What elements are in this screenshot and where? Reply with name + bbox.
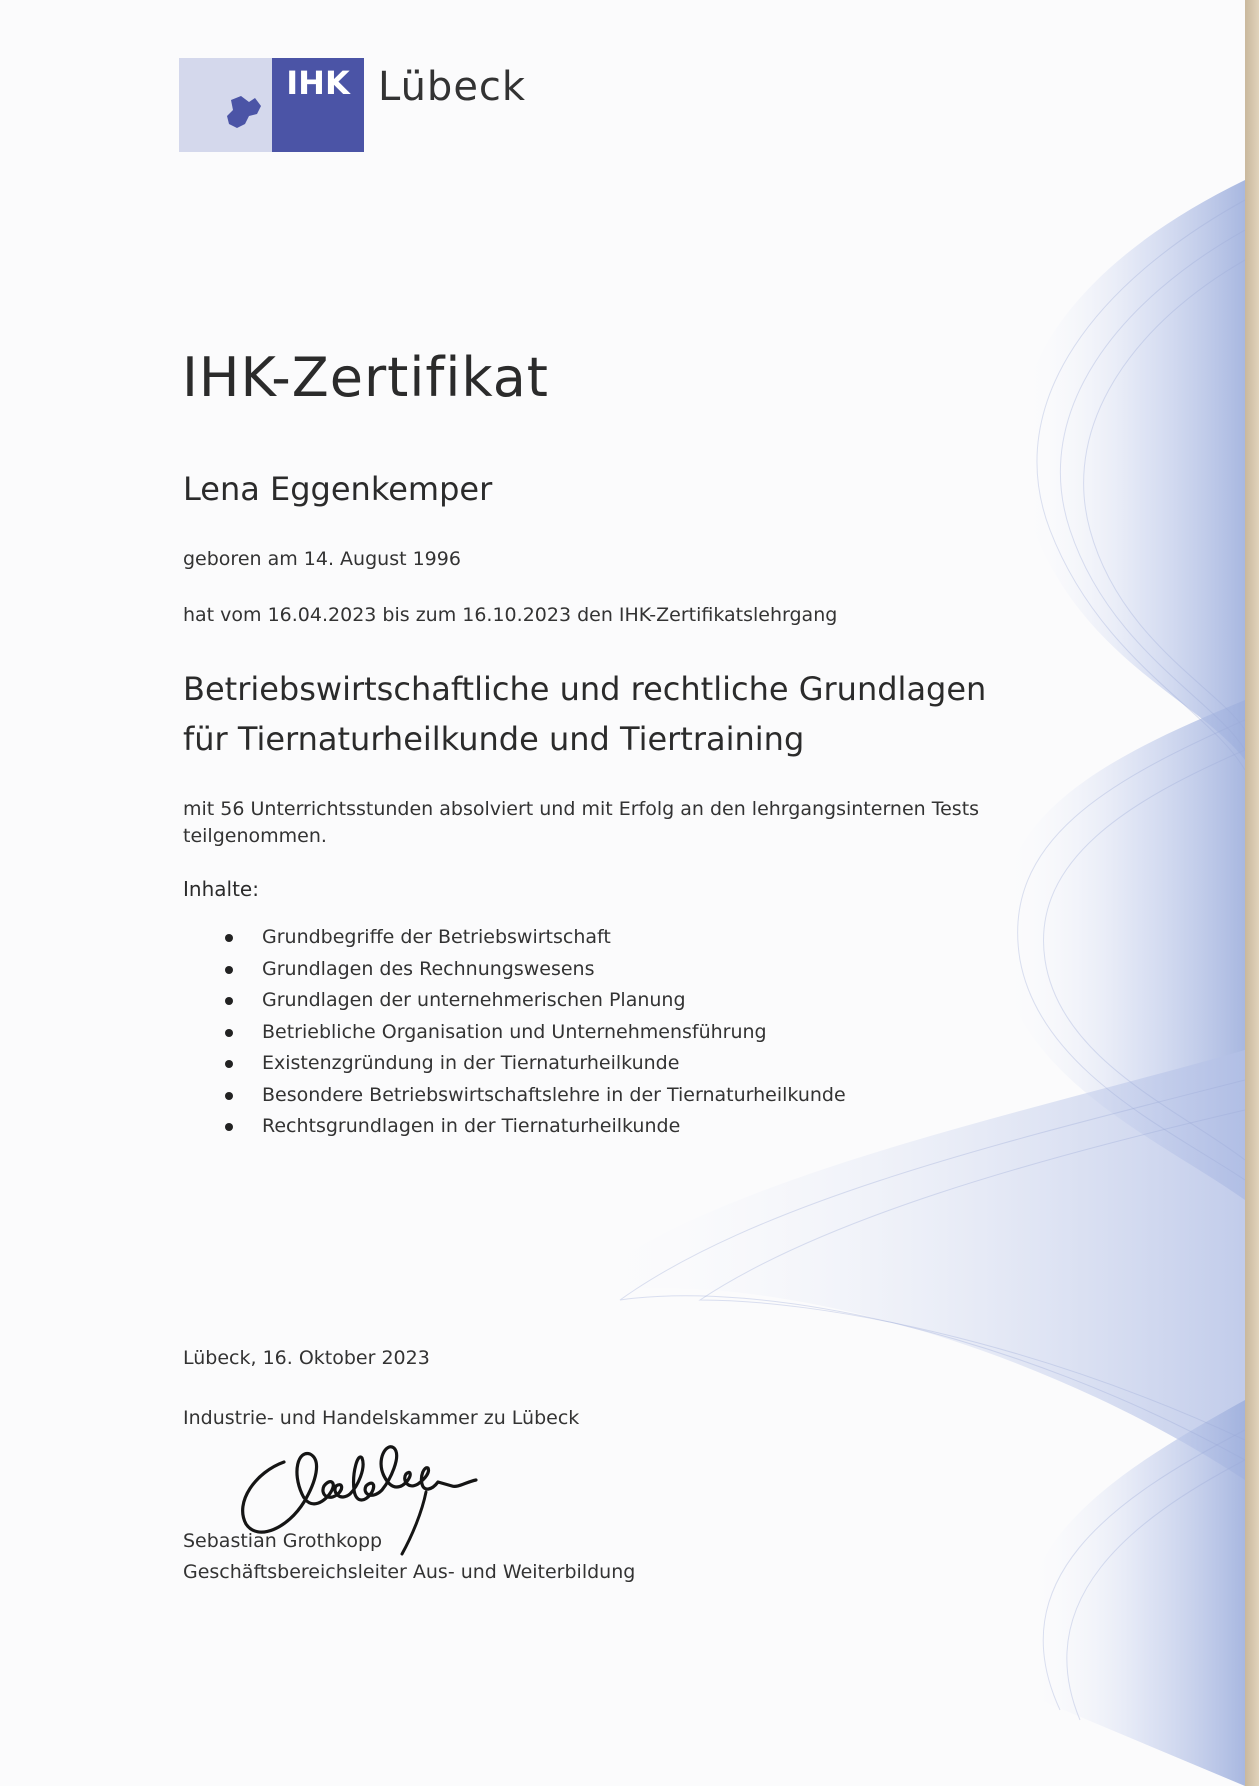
paper-edge-background: [1245, 0, 1259, 1786]
list-item: Grundlagen der unternehmerischen Planung: [222, 985, 846, 1017]
signer-name: Sebastian Grothkopp: [183, 1530, 383, 1552]
signer-role: Geschäftsbereichsleiter Aus- und Weiterbildung: [183, 1561, 636, 1583]
course-title: [183, 664, 1063, 764]
birth-line: geboren am 14. August 1996: [183, 548, 461, 570]
list-item: Existenzgründung in der Tiernaturheilkunde: [222, 1048, 846, 1080]
place-date: Lübeck, 16. Oktober 2023: [183, 1347, 430, 1369]
list-item: Betriebliche Organisation und Unternehmensführung: [222, 1017, 846, 1049]
list-item: Besondere Betriebswirtschaftslehre in der Tiernaturheilkunde: [222, 1080, 846, 1112]
course-title-line-1: Betriebswirtschaftliche und rechtliche Grundlagen: [183, 670, 987, 708]
certificate-title: IHK-Zertifikat: [182, 346, 549, 409]
period-line: hat vom 16.04.2023 bis zum 16.10.2023 den IHK-Zertifikatslehrgang: [183, 604, 838, 626]
list-item: Rechtsgrundlagen in der Tiernaturheilkunde: [222, 1111, 846, 1143]
logo-mark: IHK: [286, 64, 350, 102]
list-item: Grundlagen des Rechnungswesens: [222, 954, 846, 986]
result-text: mit 56 Unterrichtsstunden absolviert und mit Erfolg an den lehrgangsinternen Tests teilgenommen.: [183, 798, 980, 847]
contents-label: Inhalte:: [183, 877, 259, 901]
logo-city: Lübeck: [378, 64, 527, 110]
recipient-name: Lena Eggenkemper: [183, 470, 493, 508]
contents-list: [222, 922, 846, 1143]
course-title-line-2: für Tiernaturheilkunde und Tiertraining: [183, 720, 805, 758]
ihk-logo: [179, 58, 364, 152]
chamber-name: Industrie- und Handelskammer zu Lübeck: [183, 1407, 580, 1429]
list-item: Grundbegriffe der Betriebswirtschaft: [222, 922, 846, 954]
